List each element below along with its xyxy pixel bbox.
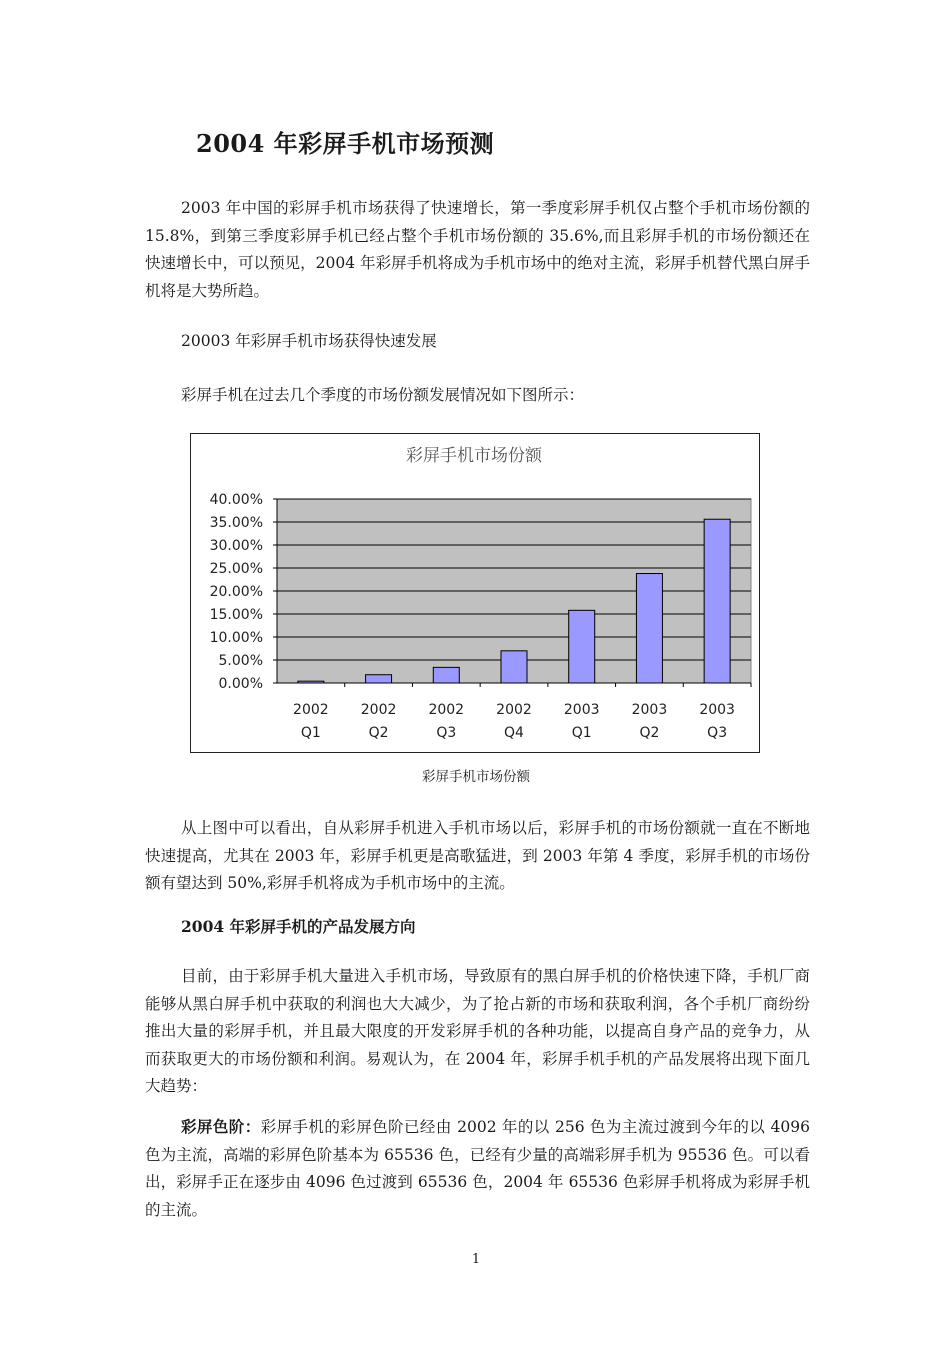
y-tick-label: 15.00% xyxy=(209,607,263,623)
bar xyxy=(501,651,527,683)
y-tick-label: 5.00% xyxy=(218,653,263,669)
y-tick-label: 30.00% xyxy=(209,538,263,554)
bar xyxy=(636,574,662,683)
x-tick-label-year: 2003 xyxy=(563,702,600,718)
x-tick-label-quarter: Q1 xyxy=(571,725,592,741)
x-tick-label-year: 2002 xyxy=(428,702,465,718)
market-share-bar-chart xyxy=(191,434,758,751)
bar xyxy=(298,681,324,683)
y-tick-label: 40.00% xyxy=(209,492,263,508)
subheading-2003-growth: 20003 年彩屏手机市场获得快速发展 xyxy=(181,332,437,350)
x-tick-label-quarter: Q4 xyxy=(504,725,524,741)
page-number: 1 xyxy=(471,1252,481,1267)
y-tick-label: 35.00% xyxy=(209,515,263,531)
x-tick-label-year: 2002 xyxy=(360,702,397,718)
chart-figure xyxy=(190,433,760,753)
chart-title: 彩屏手机市场份额 xyxy=(406,446,542,466)
bar xyxy=(704,519,730,683)
x-tick-label-quarter: Q2 xyxy=(639,725,660,741)
color-depth-lead: 彩屏色阶： xyxy=(181,1117,261,1136)
bar xyxy=(366,675,392,683)
y-tick-label: 25.00% xyxy=(209,561,263,577)
x-tick-label-quarter: Q1 xyxy=(300,725,321,741)
y-tick-label: 0.00% xyxy=(218,676,263,692)
y-tick-label: 10.00% xyxy=(209,630,263,646)
paragraph-intro: 2003 年中国的彩屏手机市场获得了快速增长，第一季度彩屏手机仅占整个手机市场份额的 15.8%，到第三季度彩屏手机已经占整个手机市场份额的 35.6%,而且彩屏手机的市场份额还在快速增长中，可以预见，2004 年彩屏手机将成为手机市场中的绝对主流，彩屏手机替代黑白屏手机将是大势所趋。 xyxy=(145,199,810,300)
document-title: 2004 年彩屏手机市场预测 xyxy=(196,129,495,158)
paragraph-analysis: 从上图中可以看出，自从彩屏手机进入手机市场以后，彩屏手机的市场份额就一直在不断地快速提高，尤其在 2003 年，彩屏手机更是高歌猛进，到 2003 年第 4 季度，彩屏手机的市场份额有望达到 50%,彩屏手机将成为手机市场中的主流。 xyxy=(145,819,810,892)
paragraph-color-depth xyxy=(145,1113,810,1224)
x-tick-label-year: 2003 xyxy=(699,702,735,718)
color-depth-text: 彩屏手机的彩屏色阶已经由 2002 年的以 256 色为主流过渡到今年的以 4096 色为主流，高端的彩屏色阶基本为 65536 色，已经有少量的高端彩屏手机为 95536 色。可以看出，彩屏手正在逐步由 4096 色过渡到 65536 色，2004 年 65536 色彩屏手机将成为彩屏手机的主流。 xyxy=(145,1118,810,1219)
x-tick-label-quarter: Q2 xyxy=(368,725,389,741)
x-tick-label-quarter: Q3 xyxy=(436,725,457,741)
figure-caption: 彩屏手机市场份额 xyxy=(422,769,530,785)
x-tick-label-year: 2002 xyxy=(496,702,532,718)
y-tick-label: 20.00% xyxy=(209,584,263,600)
x-tick-label-year: 2002 xyxy=(293,702,329,718)
chart-intro-text: 彩屏手机在过去几个季度的市场份额发展情况如下图所示： xyxy=(181,386,585,404)
paragraph-trends: 目前，由于彩屏手机大量进入手机市场，导致原有的黑白屏手机的价格快速下降，手机厂商能够从黑白屏手机中获取的利润也大大减少，为了抢占新的市场和获取利润，各个手机厂商纷纷推出大量的彩屏手机，并且最大限度的开发彩屏手机的各种功能，以提高自身产品的竞争力，从而获取更大的市场份额和利润。易观认为，在 2004 年，彩屏手机手机的产品发展将出现下面几大趋势： xyxy=(145,967,810,1095)
bar xyxy=(569,610,595,683)
subheading-product-direction: 2004 年彩屏手机的产品发展方向 xyxy=(181,917,416,936)
x-tick-label-quarter: Q3 xyxy=(707,725,728,741)
x-tick-label-year: 2003 xyxy=(631,702,668,718)
bar xyxy=(433,667,459,683)
